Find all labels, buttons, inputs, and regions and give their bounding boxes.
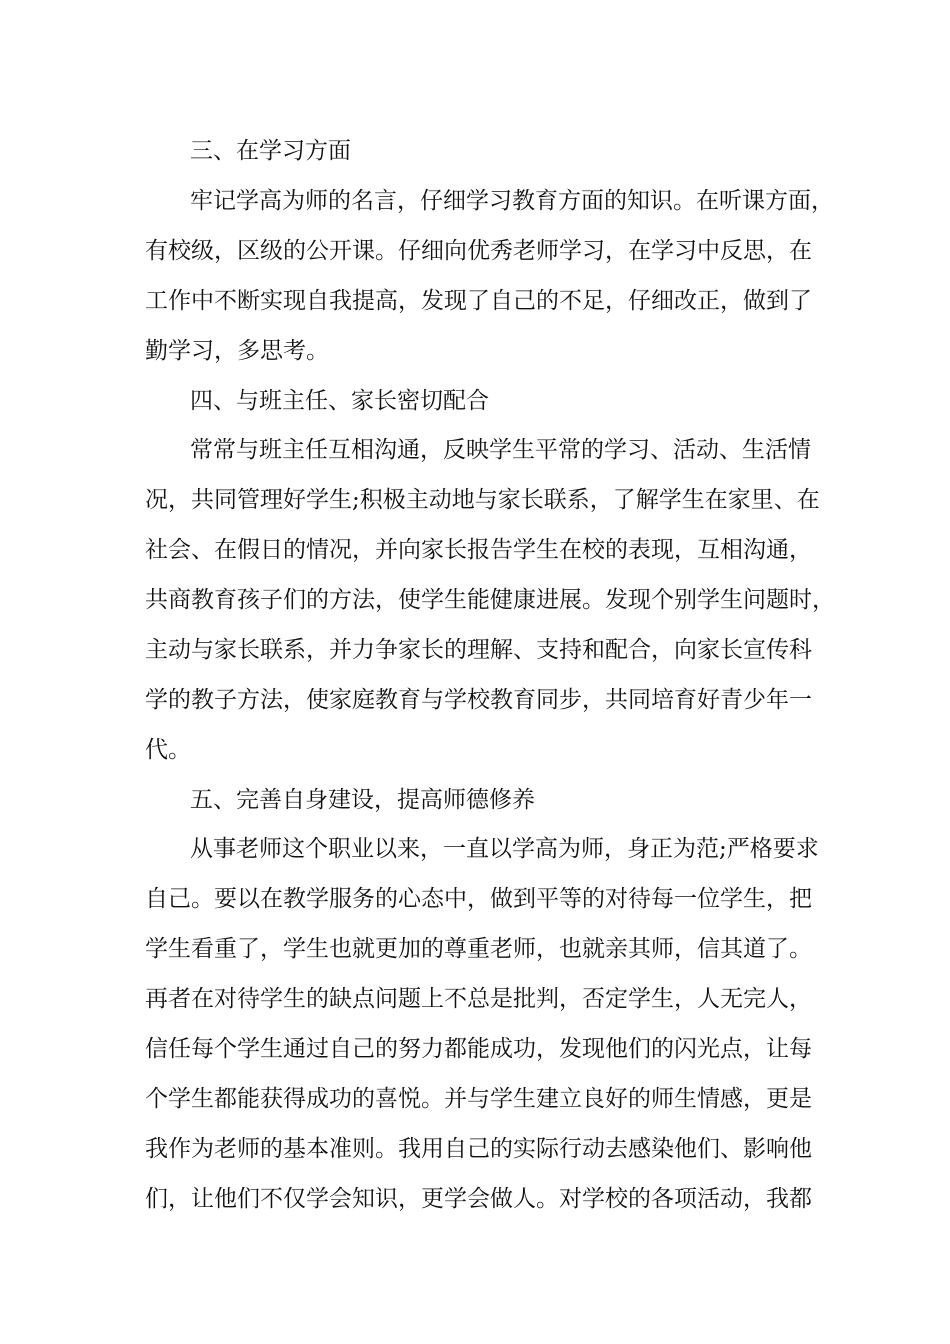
paragraph-line: 们，让他们不仅学会知识，更学会做人。对学校的各项活动，我都: [145, 1186, 812, 1212]
section-heading: 三、在学习方面: [190, 138, 351, 164]
paragraph-line: 工作中不断实现自我提高，发现了自己的不足，仔细改正，做到了: [145, 288, 812, 314]
paragraph-line: 学生看重了，学生也就更加的尊重老师，也就亲其师，信其道了。: [145, 936, 812, 962]
paragraph-line: 再者在对待学生的缺点问题上不总是批判，否定学生，人无完人，: [145, 986, 812, 1012]
paragraph-line: 况，共同管理好学生;积极主动地与家长联系，了解学生在家里、在: [145, 487, 820, 513]
paragraph-line: 社会、在假日的情况，并向家长报告学生在校的表现，互相沟通，: [145, 537, 812, 563]
paragraph-line: 从事老师这个职业以来，一直以学高为师，身正为范;严格要求: [190, 836, 819, 862]
paragraph-line: 自己。要以在教学服务的心态中，做到平等的对待每一位学生，把: [145, 886, 812, 912]
paragraph-line: 常常与班主任互相沟通，反映学生平常的学习、活动、生活情: [190, 437, 811, 463]
paragraph-line: 我作为老师的基本准则。我用自己的实际行动去感染他们、影响他: [145, 1136, 812, 1162]
paragraph-line: 共商教育孩子们的方法，使学生能健康进展。发现个别学生问题时，: [145, 587, 835, 613]
paragraph-line: 个学生都能获得成功的喜悦。并与学生建立良好的师生情感，更是: [145, 1086, 812, 1112]
paragraph-line: 主动与家长联系，并力争家长的理解、支持和配合，向家长宣传科: [145, 637, 812, 663]
section-heading: 四、与班主任、家长密切配合: [190, 388, 489, 414]
paragraph-line: 学的教子方法，使家庭教育与学校教育同步，共同培育好青少年一: [145, 687, 812, 713]
paragraph-line: 有校级，区级的公开课。仔细向优秀老师学习，在学习中反思，在: [145, 238, 812, 264]
paragraph-line: 代。: [145, 737, 191, 763]
paragraph-line: 信任每个学生通过自己的努力都能成功，发现他们的闪光点，让每: [145, 1036, 812, 1062]
paragraph-line: 勤学习，多思考。: [145, 338, 329, 364]
section-heading: 五、完善自身建设，提高师德修养: [190, 787, 535, 813]
paragraph-line: 牢记学高为师的名言，仔细学习教育方面的知识。在听课方面，: [190, 188, 834, 214]
